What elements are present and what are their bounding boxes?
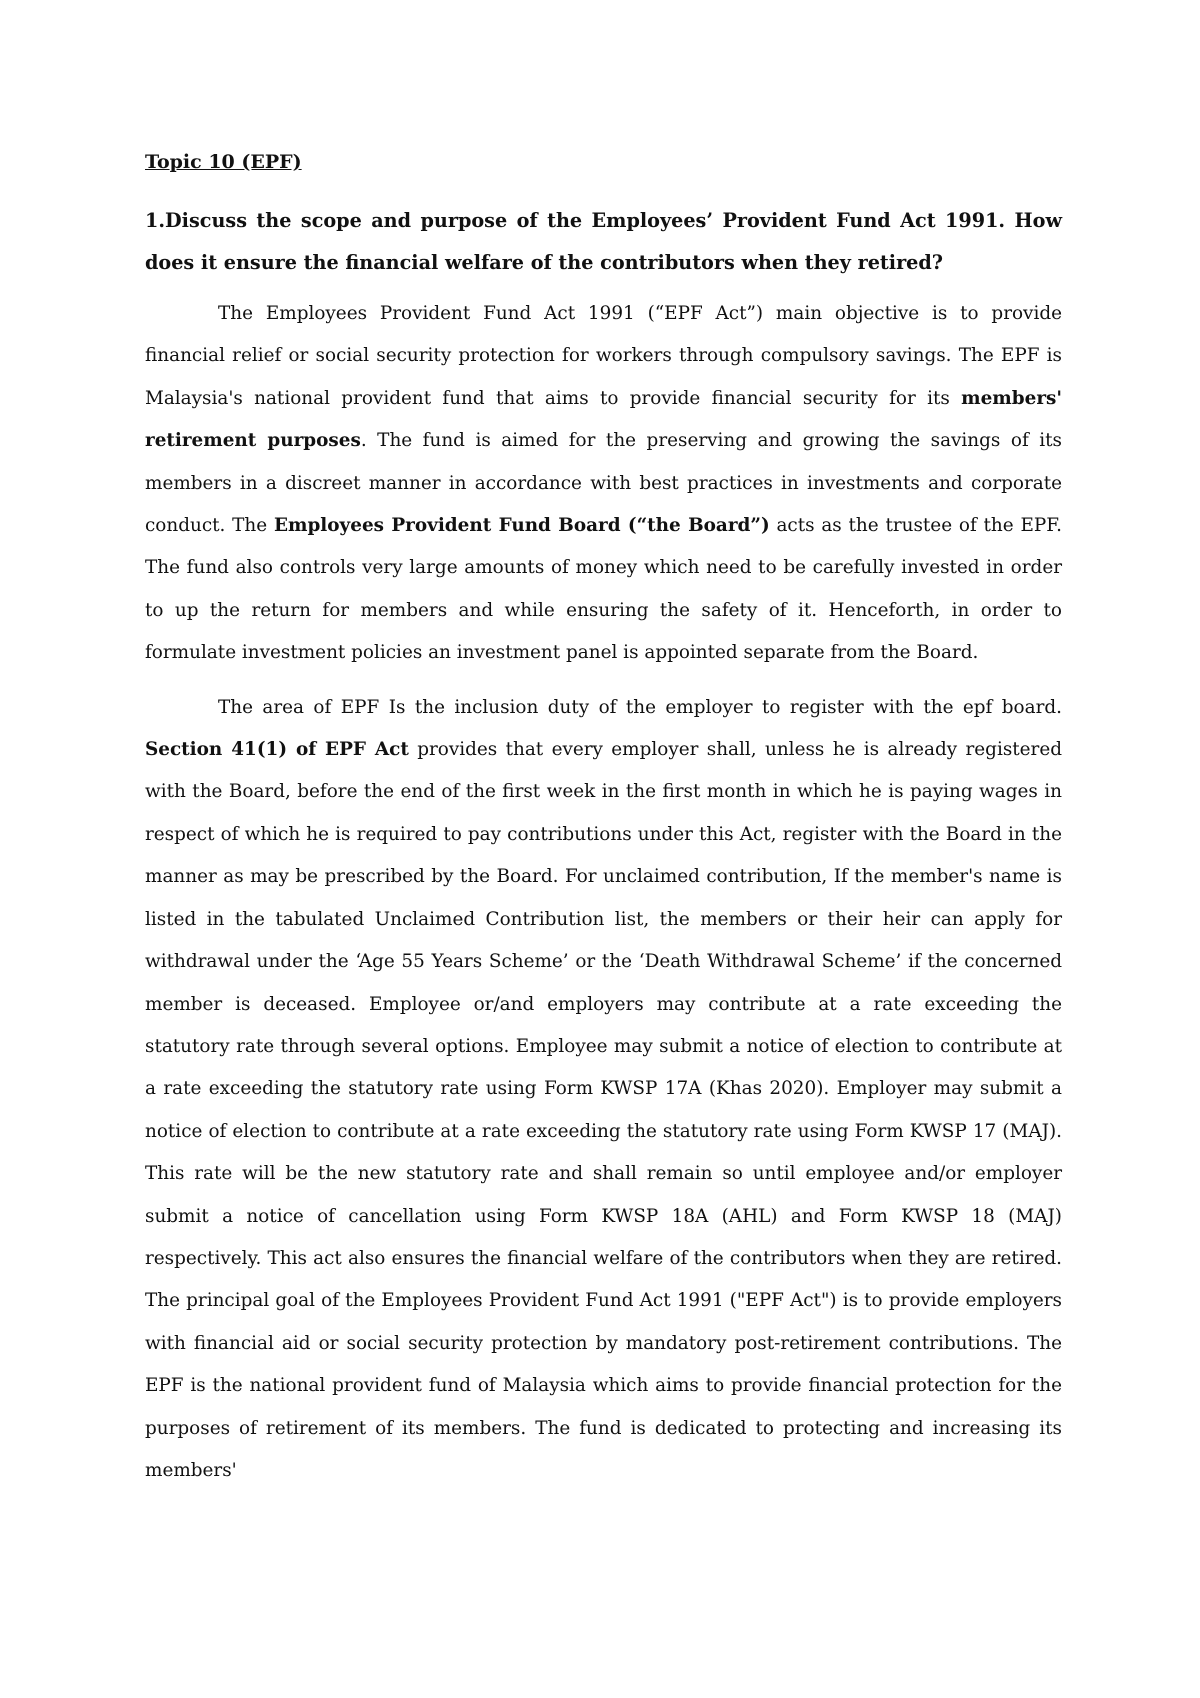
- paragraph-2-bold-a: Section 41(1) of EPF Act: [145, 739, 409, 761]
- paragraph-2-text-a: The area of EPF Is the inclusion duty of the employer to register with the epf board.: [218, 696, 1062, 718]
- paragraph-2-text-b: provides that every employer shall, unless he is already registered with the Board, before the end of the first week in the first month in which he is paying wages in respect of which he is required to pay contributions under this Act, register with the Board in the manner as may be prescribed by the Board. For unclaimed contribution, If the member's name is listed in the tabulated Unclaimed Contribution list, the members or their heir can apply for withdrawal under the ‘Age 55 Years Scheme’ or the ‘Death Withdrawal Scheme’ if the concerned member is deceased. Employee or/and employers may contribute at a rate exceeding the statutory rate through several options. Employee may submit a notice of election to contribute at a rate exceeding the statutory rate using Form KWSP 17A (Khas 2020). Employer may submit a notice of election to contribute at a rate exceeding the statutory rate using Form KWSP 17 (MAJ). This rate will be the new statutory rate and shall remain so until employee and/or employer submit a notice of cancellation using Form KWSP 18A (AHL) and Form KWSP 18 (MAJ) respectively. This act also ensures the financial welfare of the contributors when they are retired. The principal goal of the Employees Provident Fund Act 1991 ("EPF Act") is to provide employers with financial aid or social security protection by mandatory post-retirement contributions. The EPF is the national provident fund of Malaysia which aims to provide financial protection for the purposes of retirement of its members. The fund is dedicated to protecting and increasing its members': [145, 739, 1062, 1481]
- paragraph-1-text-b: . The fund is aimed for the preserving and growing the savings of its members in a discreet manner in accordance with best practices in investments and corporate conduct. The: [145, 430, 1062, 537]
- paragraph-2: [145, 687, 1062, 1493]
- paragraph-1-bold-a: members' retirement purposes: [145, 387, 1062, 452]
- paragraph-1: [145, 293, 1062, 675]
- paragraph-1-text-c: acts as the trustee of the EPF. The fund also controls very large amounts of money which need to be carefully invested in order to up the return for members and while ensuring the safety of it. Henceforth, in order to formulate investment policies an investment panel is appointed separate from the Board.: [145, 515, 1062, 664]
- paragraph-1-bold-b: Employees Provident Fund Board (“the Board”): [273, 515, 770, 537]
- paragraph-1-text-a: The Employees Provident Fund Act 1991 (“EPF Act”) main objective is to provide financial relief or social security protection for workers through compulsory savings. The EPF is Malaysia's national provident fund that aims to provide financial security for its: [145, 303, 1062, 409]
- question-heading: 1.Discuss the scope and purpose of the Employees’ Provident Fund Act 1991. How does it ensure the financial welfare of the contributors when they retired?: [145, 209, 1062, 274]
- topic-heading: Topic 10 (EPF): [145, 151, 302, 173]
- document-page: [145, 150, 1062, 1504]
